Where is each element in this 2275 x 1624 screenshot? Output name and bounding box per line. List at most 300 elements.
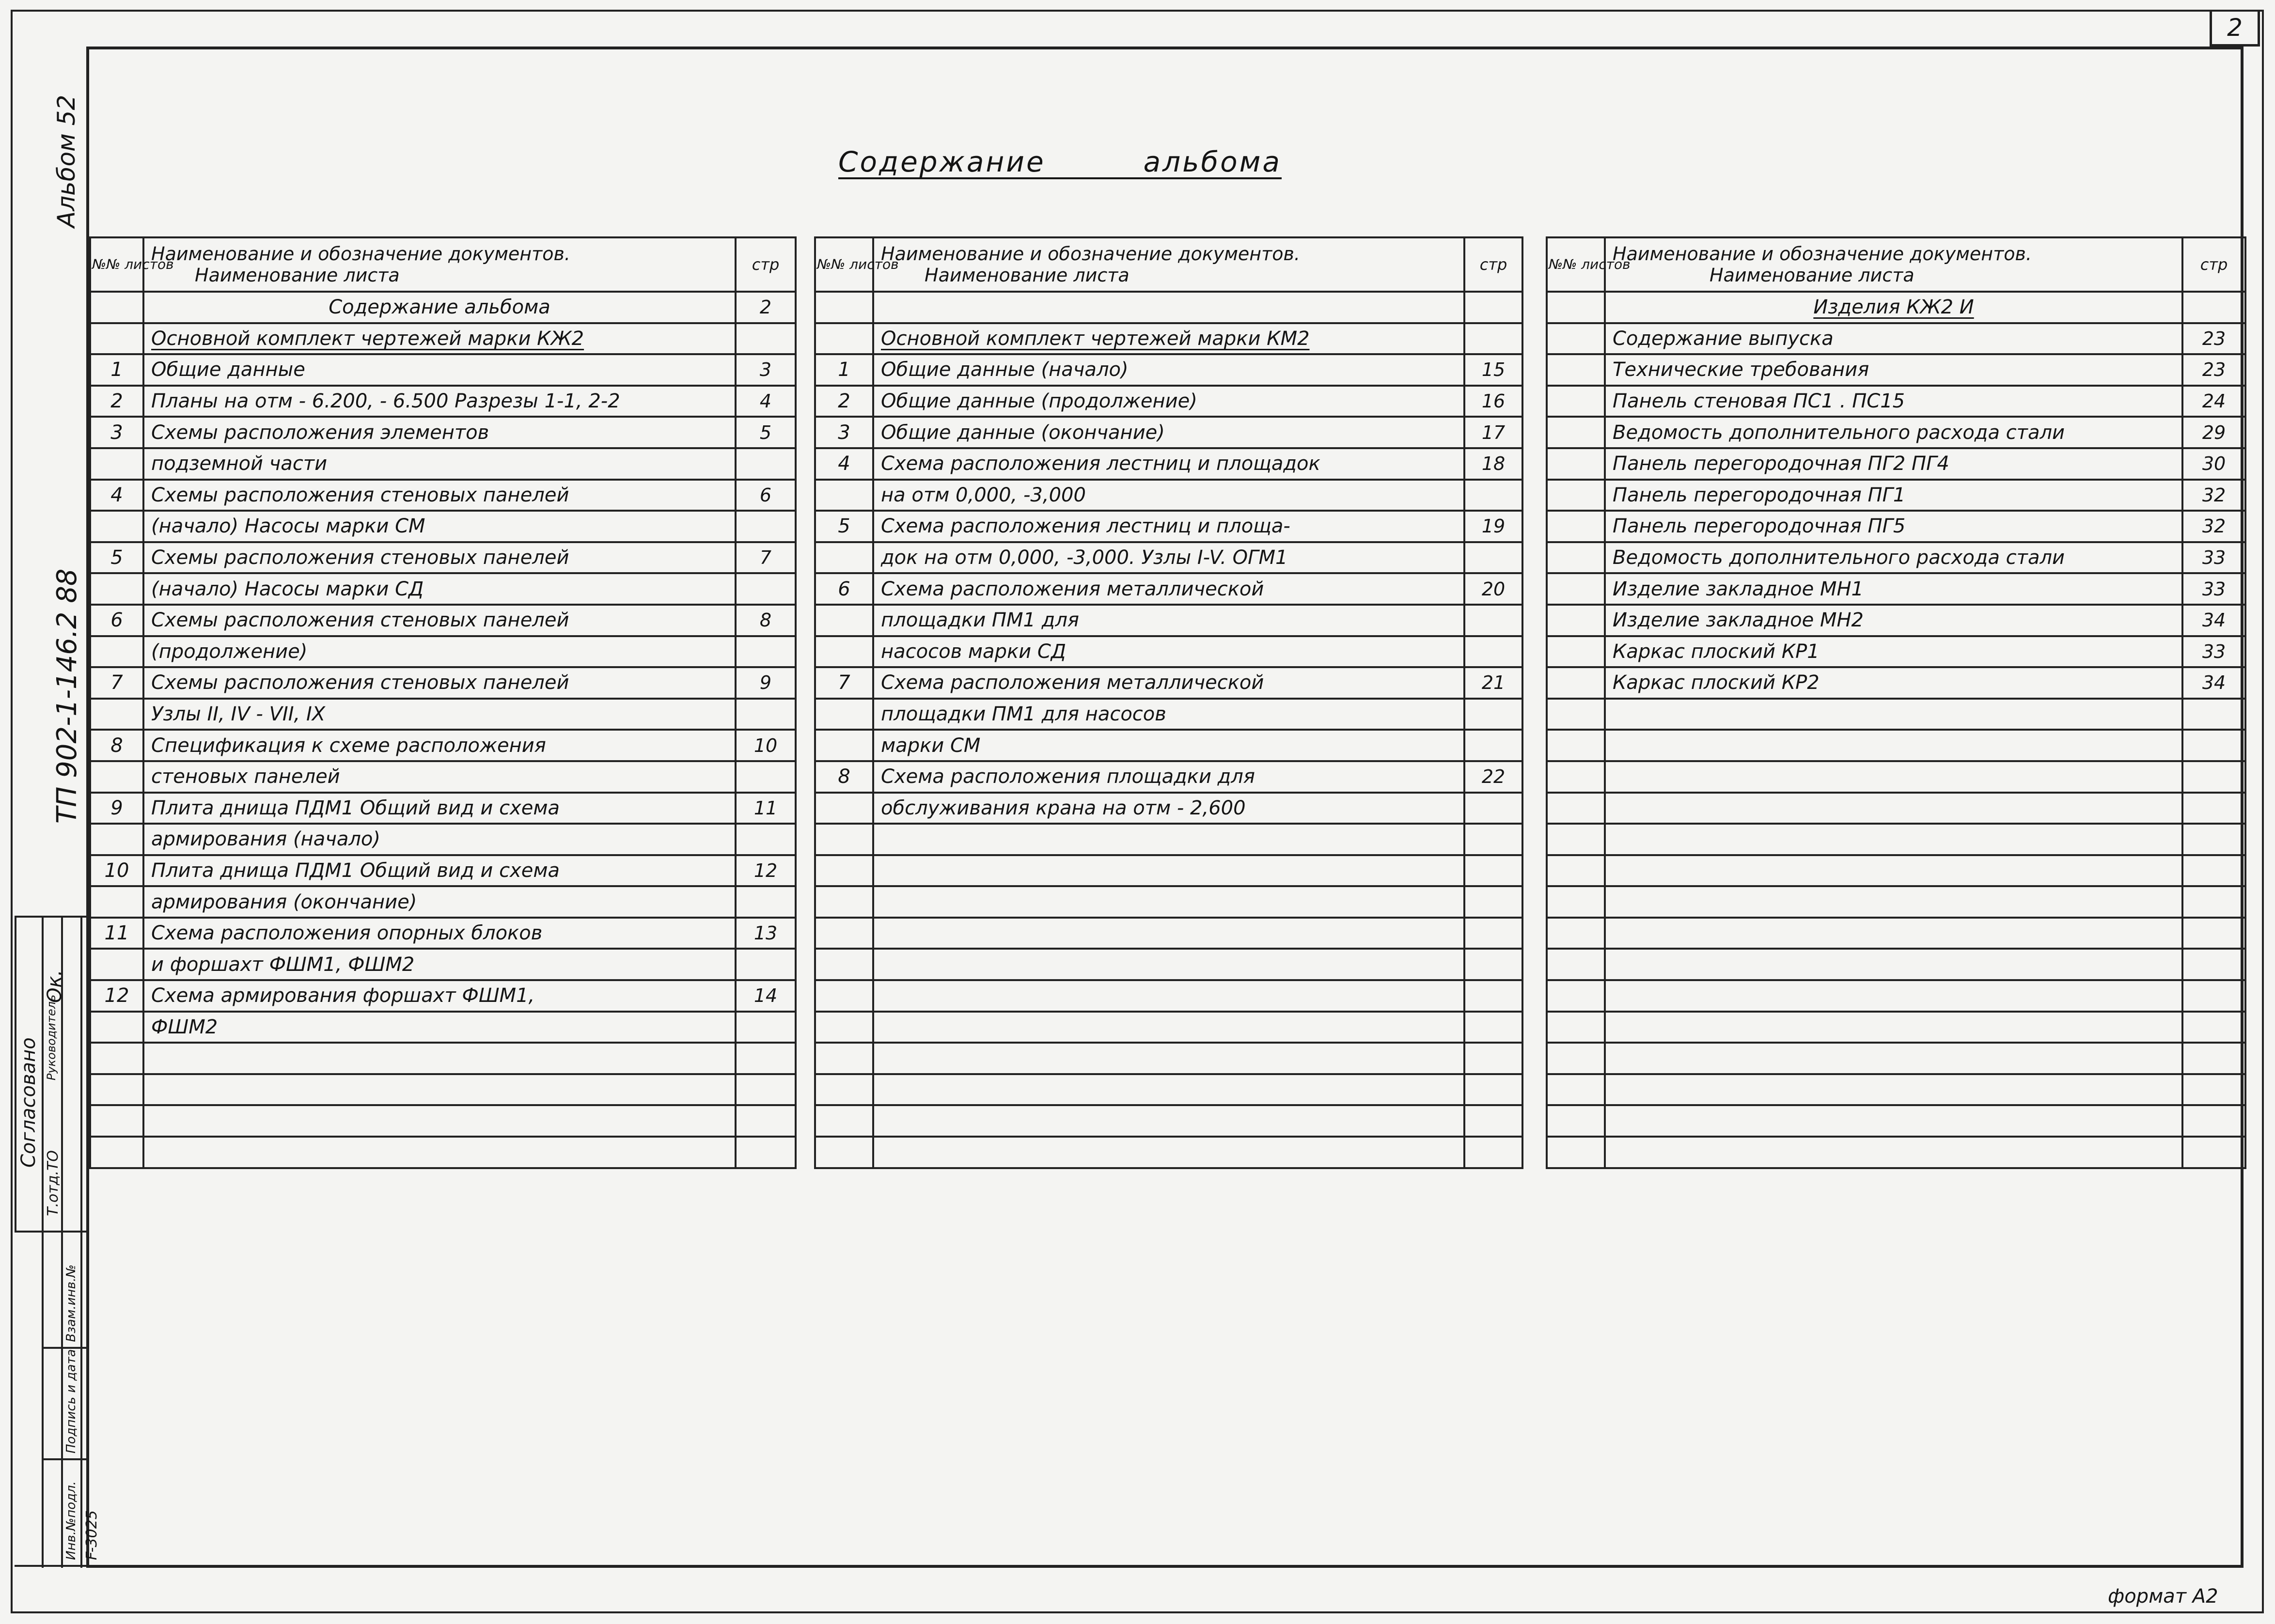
row-num: 5 [90,542,143,574]
table-row [90,605,796,636]
header-num: №№ листов [815,237,873,292]
table-row [815,1137,1522,1168]
row-name [143,1043,736,1074]
row-name: Ведомость дополнительного расхода стали [1605,417,2182,448]
row-name: Спецификация к схеме расположения [143,730,736,761]
row-page: 2 [736,292,796,323]
row-num [1547,1137,1605,1168]
row-num [90,761,143,793]
row-name: Схема армирования форшахт ФШМ1, [143,980,736,1012]
row-name: (начало) Насосы марки СД [143,573,736,605]
row-name [873,855,1464,887]
row-num [815,480,873,511]
row-num [815,793,873,824]
row-name: Схемы расположения стеновых панелей [143,667,736,699]
row-num: 12 [90,980,143,1012]
row-name: площадки ПМ1 для насосов [873,699,1464,730]
row-name: Технические требования [1605,354,2182,386]
row-num [90,573,143,605]
table-row [1547,1043,2245,1074]
row-page: 34 [2182,667,2245,699]
row-name: ФШМ2 [143,1012,736,1043]
row-num [815,949,873,980]
row-num [90,824,143,855]
row-num [815,980,873,1012]
row-name: армирования (начало) [143,824,736,855]
row-page [736,1043,796,1074]
row-name [1605,699,2182,730]
table-row [1547,761,2245,793]
replace-inv-label: Взам.инв.№ [64,1265,78,1342]
row-page: 7 [736,542,796,574]
row-num [815,699,873,730]
row-name: Ведомость дополнительного расхода стали [1605,542,2182,574]
header-name-line1: Наименование и обозначение документов. [151,243,570,265]
row-name [1605,918,2182,949]
table-row [90,417,796,448]
row-name: Схема расположения металлической [873,667,1464,699]
table-row [90,1043,796,1074]
row-name [1605,730,2182,761]
toc-table-2 [814,236,1523,1169]
row-num: 5 [815,511,873,542]
row-num [90,1012,143,1043]
table-row [90,1074,796,1106]
header-name-line2: Наименование листа [925,265,1130,286]
row-num [1547,573,1605,605]
row-num: 2 [90,386,143,417]
row-name: Схемы расположения стеновых панелей [143,480,736,511]
table-row [90,761,796,793]
row-name: площадки ПМ1 для [873,605,1464,636]
row-page: 23 [2182,354,2245,386]
table-row [90,980,796,1012]
row-page [2182,730,2245,761]
row-page [2182,793,2245,824]
row-page [1464,542,1522,574]
table-row [815,511,1522,542]
table-row [1547,886,2245,918]
table-row [815,292,1522,323]
row-page: 4 [736,386,796,417]
row-name: стеновых панелей [143,761,736,793]
table-row [90,1012,796,1043]
table-row [90,949,796,980]
row-name: и форшахт ФШМ1, ФШМ2 [143,949,736,980]
table-row [90,1105,796,1137]
table-row [1547,636,2245,668]
row-page [736,1012,796,1043]
row-num [815,605,873,636]
album-label: Альбом 52 [52,94,80,228]
row-name: Схема расположения металлической [873,573,1464,605]
row-num [1547,667,1605,699]
table-row [1547,386,2245,417]
row-name: Панель перегородочная ПГ5 [1605,511,2182,542]
header-num: №№ листов [1547,237,1605,292]
row-name: Каркас плоский КР1 [1605,636,2182,668]
inv-no-label: Инв.№подл. [64,1481,78,1560]
toc-table-1 [89,236,797,1169]
row-num [815,1012,873,1043]
row-num [815,855,873,887]
row-page [1464,918,1522,949]
format-label: формат А2 [2108,1585,2218,1608]
row-num: 1 [90,354,143,386]
row-name [143,1105,736,1137]
row-num: 11 [90,918,143,949]
row-name: Содержание альбома [143,292,736,323]
table-row [1547,511,2245,542]
table-row [90,448,796,480]
table-row [815,636,1522,668]
row-num [1547,542,1605,574]
table-row [1547,448,2245,480]
row-page [1464,1074,1522,1106]
row-name: подземной части [143,448,736,480]
row-name: Схема расположения лестниц и площа- [873,511,1464,542]
row-page: 11 [736,793,796,824]
table-row [815,417,1522,448]
row-name: Общие данные [143,354,736,386]
table-row [815,354,1522,386]
header-name-line1: Наименование и обозначение документов. [1613,243,2032,265]
row-name: Изделие закладное МН1 [1605,573,2182,605]
row-num [90,699,143,730]
row-num [1547,980,1605,1012]
row-num [1547,855,1605,887]
table-row [1547,1137,2245,1168]
row-name: Схемы расположения стеновых панелей [143,542,736,574]
row-num: 4 [90,480,143,511]
table-row [90,292,796,323]
row-num [1547,730,1605,761]
row-name [1605,1043,2182,1074]
row-page [736,448,796,480]
row-page: 3 [736,354,796,386]
row-num [1547,605,1605,636]
table-row [815,323,1522,355]
table-row [815,886,1522,918]
table-row [815,1043,1522,1074]
row-name: Общие данные (продолжение) [873,386,1464,417]
row-page: 32 [2182,511,2245,542]
row-num [90,511,143,542]
table-row [1547,354,2245,386]
table-header [1547,237,2245,292]
inv-value: F-3025 [83,1510,100,1560]
row-page [2182,980,2245,1012]
row-num [1547,1012,1605,1043]
row-num [1547,386,1605,417]
header-name-line1: Наименование и обозначение документов. [881,243,1300,265]
row-name [1605,1074,2182,1106]
row-page [1464,1043,1522,1074]
row-num: 8 [815,761,873,793]
project-code: ТП 902-1-146.2 88 [51,568,83,824]
table-row [90,354,796,386]
row-page: 20 [1464,573,1522,605]
row-num [1547,949,1605,980]
table-row [90,699,796,730]
row-page: 19 [1464,511,1522,542]
row-num [90,949,143,980]
row-page [736,1137,796,1168]
table-header [815,237,1522,292]
row-num [815,1105,873,1137]
row-page: 30 [2182,448,2245,480]
row-page: 9 [736,667,796,699]
row-page [1464,480,1522,511]
row-num [90,636,143,668]
row-name [873,1043,1464,1074]
row-name: Основной комплект чертежей марки КМ2 [873,323,1464,355]
row-page [1464,824,1522,855]
row-page [1464,886,1522,918]
table-row [90,918,796,949]
row-num: 6 [90,605,143,636]
row-name: насосов марки СД [873,636,1464,668]
table-row [90,855,796,887]
row-name [873,980,1464,1012]
row-num [815,1043,873,1074]
table-row [815,761,1522,793]
row-page: 14 [736,980,796,1012]
row-num: 8 [90,730,143,761]
row-num [1547,292,1605,323]
row-page: 16 [1464,386,1522,417]
row-name [1605,761,2182,793]
row-name: Изделия КЖ2 И [1605,292,2182,323]
row-name: док на отм 0,000, -3,000. Узлы I-V. ОГМ1 [873,542,1464,574]
row-page: 15 [1464,354,1522,386]
table-row [1547,730,2245,761]
table-row [1547,292,2245,323]
row-name [1605,980,2182,1012]
row-name [143,1137,736,1168]
table-row [815,667,1522,699]
row-num: 7 [90,667,143,699]
row-name [873,1012,1464,1043]
row-page [1464,1105,1522,1137]
row-page: 33 [2182,542,2245,574]
table-row [90,886,796,918]
row-name [1605,949,2182,980]
row-name [873,824,1464,855]
row-page [1464,1012,1522,1043]
row-page: 12 [736,855,796,887]
table-row [815,793,1522,824]
row-page [2182,292,2245,323]
row-page [2182,918,2245,949]
row-page [736,699,796,730]
row-name [873,886,1464,918]
table-row [90,667,796,699]
row-name: Планы на отм - 6.200, - 6.500 Разрезы 1-1, 2-2 [143,386,736,417]
row-page [1464,730,1522,761]
row-num [90,323,143,355]
row-name: Панель перегородочная ПГ2 ПГ4 [1605,448,2182,480]
table-row [815,918,1522,949]
row-page [736,1105,796,1137]
row-name: (продолжение) [143,636,736,668]
row-name: (начало) Насосы марки СМ [143,511,736,542]
row-name: Общие данные (окончание) [873,417,1464,448]
row-num: 9 [90,793,143,824]
row-name [1605,886,2182,918]
row-num [90,1137,143,1168]
row-num [1547,918,1605,949]
row-num: 1 [815,354,873,386]
table-row [90,730,796,761]
row-name [1605,824,2182,855]
toc-table-3 [1546,236,2246,1169]
row-page [736,636,796,668]
row-name: Плита днища ПДМ1 Общий вид и схема [143,855,736,887]
row-num [815,292,873,323]
row-num [815,636,873,668]
table-row [815,1105,1522,1137]
table-row [815,386,1522,417]
table-row [815,480,1522,511]
table-row [815,980,1522,1012]
header-name [873,237,1464,292]
page-title: Содержание альбома [838,145,1282,178]
row-num: 7 [815,667,873,699]
table-row [1547,323,2245,355]
row-name: Основной комплект чертежей марки КЖ2 [143,323,736,355]
row-page [2182,1043,2245,1074]
table-row [1547,1012,2245,1043]
table-row [1547,699,2245,730]
row-name [873,949,1464,980]
row-page [2182,1074,2245,1106]
table-row [1547,1105,2245,1137]
row-num [815,542,873,574]
header-page: стр [736,237,796,292]
table-row [1547,417,2245,448]
row-page [1464,323,1522,355]
row-page: 8 [736,605,796,636]
row-name [1605,855,2182,887]
row-num [815,918,873,949]
row-num [1547,761,1605,793]
row-num [1547,1105,1605,1137]
row-page: 18 [1464,448,1522,480]
row-name [873,292,1464,323]
header-name [1605,237,2182,292]
row-page: 34 [2182,605,2245,636]
table-row [1547,573,2245,605]
row-num: 6 [815,573,873,605]
row-page [2182,699,2245,730]
row-page: 33 [2182,573,2245,605]
header-name-line2: Наименование листа [1710,265,1914,286]
row-num [1547,511,1605,542]
table-row [90,511,796,542]
row-name: Изделие закладное МН2 [1605,605,2182,636]
row-num [1547,1043,1605,1074]
row-name: Панель стеновая ПС1 . ПС15 [1605,386,2182,417]
table-row [90,480,796,511]
table-row [1547,980,2245,1012]
row-num: 4 [815,448,873,480]
row-num [1547,793,1605,824]
row-num [1547,323,1605,355]
row-page [2182,761,2245,793]
header-name [143,237,736,292]
signature: Ок. [44,969,66,1003]
row-num [90,1105,143,1137]
table-row [90,824,796,855]
row-num [1547,417,1605,448]
table-row [90,386,796,417]
row-page [736,323,796,355]
row-num [1547,636,1605,668]
row-name [873,1074,1464,1106]
row-name: Общие данные (начало) [873,354,1464,386]
row-name [1605,1012,2182,1043]
table-row [1547,605,2245,636]
row-num [1547,886,1605,918]
table-row [1547,793,2245,824]
row-name: обслуживания крана на отм - 2,600 [873,793,1464,824]
row-num: 10 [90,855,143,887]
row-page: 33 [2182,636,2245,668]
row-page [736,511,796,542]
row-page [2182,949,2245,980]
row-name [1605,793,2182,824]
table-row [815,1074,1522,1106]
header-page: стр [1464,237,1522,292]
row-name: Каркас плоский КР2 [1605,667,2182,699]
table-row [1547,855,2245,887]
row-page: 10 [736,730,796,761]
row-page [2182,1137,2245,1168]
row-name: Схема расположения лестниц и площадок [873,448,1464,480]
row-num [1547,480,1605,511]
row-num [90,1074,143,1106]
row-num [1547,1074,1605,1106]
dept-label: Т.отд.ТО [45,1150,62,1216]
row-name: Плита днища ПДМ1 Общий вид и схема [143,793,736,824]
approval-stamp [15,916,100,1568]
row-page: 23 [2182,323,2245,355]
table-row [815,448,1522,480]
table-row [1547,667,2245,699]
row-name: на отм 0,000, -3,000 [873,480,1464,511]
row-num [90,1043,143,1074]
table-row [1547,480,2245,511]
row-page [736,761,796,793]
row-page [736,949,796,980]
row-name [873,918,1464,949]
row-name: Панель перегородочная ПГ1 [1605,480,2182,511]
row-page [1464,636,1522,668]
table-row [1547,949,2245,980]
table-row [90,1137,796,1168]
row-name: Схема расположения опорных блоков [143,918,736,949]
row-page [1464,980,1522,1012]
header-num: №№ листов [90,237,143,292]
row-page [1464,855,1522,887]
row-name: марки СМ [873,730,1464,761]
row-num [1547,824,1605,855]
table-row [815,1012,1522,1043]
row-num: 2 [815,386,873,417]
row-page [736,886,796,918]
table-row [1547,824,2245,855]
